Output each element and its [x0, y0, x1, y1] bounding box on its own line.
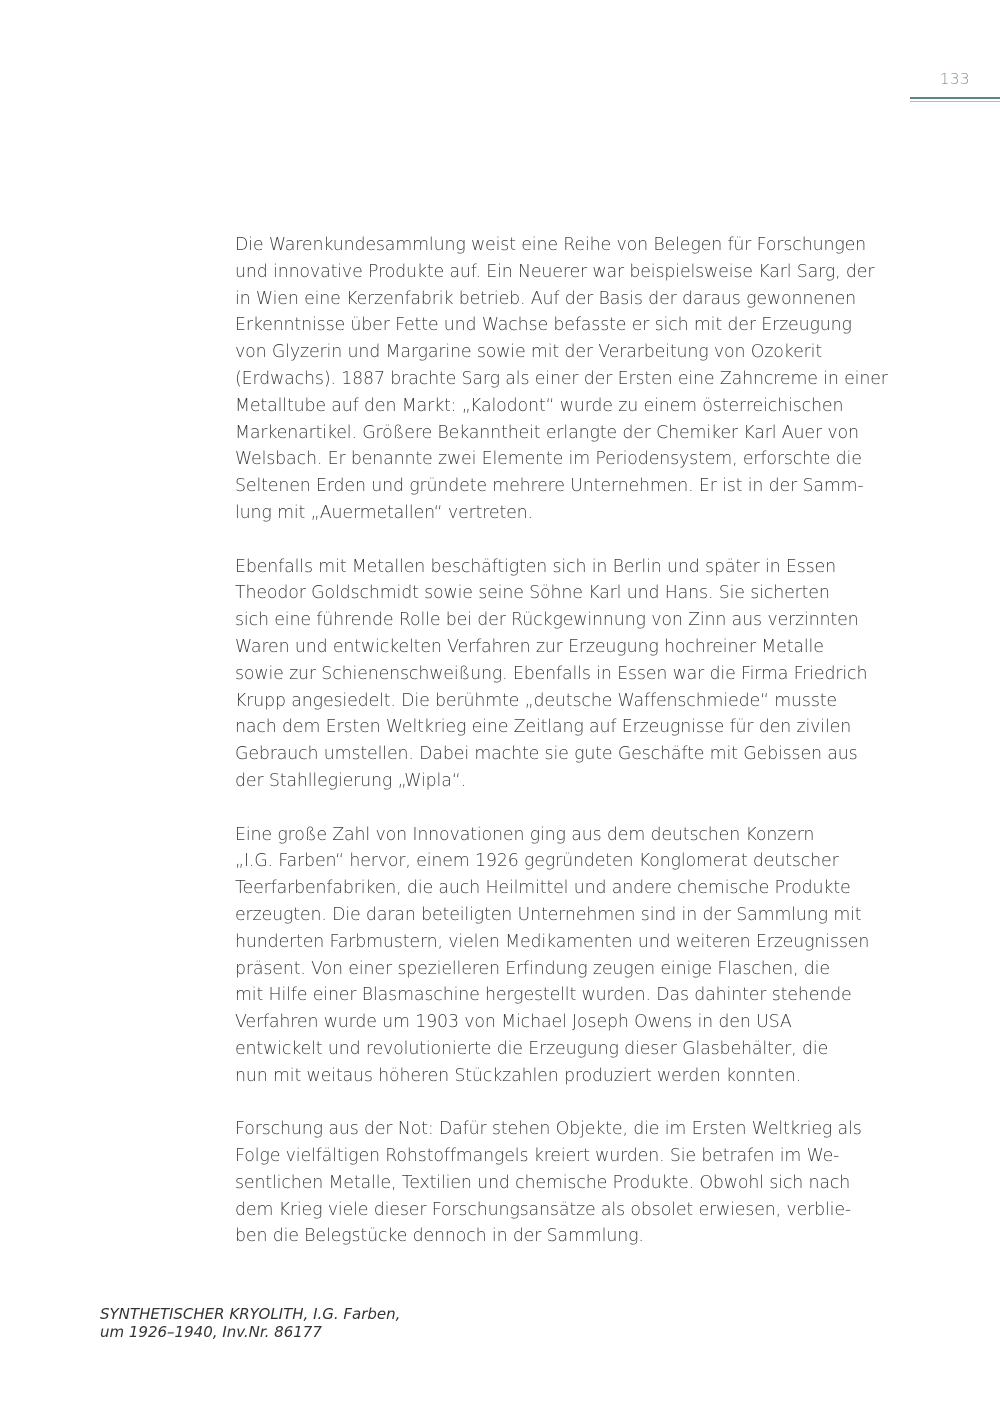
paragraph-1 — [235, 232, 903, 527]
text-line: Eine große Zahl von Innovationen ging aus dem deutschen Konzern — [235, 824, 815, 845]
text-line: „I.G. Farben“ hervor, einem 1926 gegründeten Konglomerat deutscher — [235, 851, 839, 872]
paragraph-4 — [235, 1116, 903, 1250]
text-line: Gebrauch umstellen. Dabei machte sie gute Geschäfte mit Gebissen aus — [235, 744, 858, 765]
text-line: (Erdwachs). 1887 brachte Sarg als einer der Ersten eine Zahncreme in einer — [235, 368, 888, 389]
text-line: Teerfarbenfabriken, die auch Heilmittel und andere chemische Produkte — [235, 878, 851, 899]
text-line: Waren und entwickelten Verfahren zur Erzeugung hochreiner Metalle — [235, 636, 824, 657]
text-line: sowie zur Schienenschweißung. Ebenfalls in Essen war die Firma Friedrich — [235, 663, 868, 684]
paragraph-3 — [235, 822, 903, 1090]
text-line: Krupp angesiedelt. Die berühmte „deutsche Waffenschmiede“ musste — [235, 690, 837, 711]
text-line: sich eine führende Rolle bei der Rückgewinnung von Zinn aus verzinnten — [235, 610, 859, 631]
text-line: Die Warenkundesammlung weist eine Reihe von Belegen für Forschungen — [235, 235, 867, 255]
text-line: nach dem Ersten Weltkrieg eine Zeitlang auf Erzeugnisse für den zivilen — [235, 717, 852, 738]
text-line: dem Krieg viele dieser Forschungsansätze als obsolet erwiesen, verblie- — [235, 1199, 852, 1220]
text-line: Forschung aus der Not: Dafür stehen Objekte, die im Ersten Weltkrieg als — [235, 1119, 862, 1140]
text-line: von Glyzerin und Margarine sowie mit der Verarbeitung von Ozokerit — [235, 342, 822, 363]
paragraph-2 — [235, 554, 903, 795]
caption-line: um 1926–1940, Inv.Nr. 86177 — [100, 1322, 322, 1341]
text-line: mit Hilfe einer Blasmaschine hergestellt wurden. Das dahinter stehende — [235, 985, 852, 1006]
text-line: Ebenfalls mit Metallen beschäftigten sich in Berlin und später in Essen — [235, 556, 836, 577]
page-number-rule-light — [910, 101, 1000, 102]
figure-caption — [100, 1306, 520, 1341]
text-line: entwickelt und revolutionierte die Erzeugung dieser Glasbehälter, die — [235, 1038, 829, 1059]
text-line: in Wien eine Kerzenfabrik betrieb. Auf der Basis der daraus gewonnenen — [235, 288, 857, 309]
text-line: erzeugten. Die daran beteiligten Unternehmen sind in der Sammlung mit — [235, 904, 862, 925]
text-line: hunderten Farbmustern, vielen Medikamenten und weiteren Erzeugnissen — [235, 931, 870, 952]
text-line: sentlichen Metalle, Textilien und chemische Produkte. Obwohl sich nach — [235, 1172, 851, 1193]
text-line: und innovative Produkte auf. Ein Neuerer war beispielsweise Karl Sarg, der — [235, 261, 875, 282]
text-line: nun mit weitaus höheren Stückzahlen produziert werden konnten. — [235, 1065, 801, 1086]
text-line: präsent. Von einer spezielleren Erfindung zeugen einige Flaschen, die — [235, 958, 830, 979]
caption-line: SYNTHETISCHER KRYOLITH, I.G. Farben, — [100, 1305, 401, 1323]
page-number: 133 — [939, 70, 971, 88]
text-line: Theodor Goldschmidt sowie seine Söhne Karl und Hans. Sie sicherten — [235, 583, 830, 604]
text-line: Folge vielfältigen Rohstoffmangels kreiert wurden. Sie betrafen im We- — [235, 1146, 840, 1167]
text-line: Erkenntnisse über Fette und Wachse befasste er sich mit der Erzeugung — [235, 315, 852, 336]
body-text — [235, 232, 903, 1277]
text-line: Metalltube auf den Markt: „Kalodont“ wurde zu einem österreichischen — [235, 395, 844, 416]
text-line: Seltenen Erden und gründete mehrere Unternehmen. Er ist in der Samm- — [235, 476, 864, 497]
text-line: Welsbach. Er benannte zwei Elemente im Periodensystem, erforschte die — [235, 449, 862, 470]
text-line: der Stahllegierung „Wipla“. — [235, 770, 466, 791]
text-line: Verfahren wurde um 1903 von Michael Joseph Owens in den USA — [235, 1012, 792, 1033]
text-line: Markenartikel. Größere Bekanntheit erlangte der Chemiker Karl Auer von — [235, 422, 859, 443]
page-number-rule — [910, 97, 1000, 99]
text-line: lung mit „Auermetallen“ vertreten. — [235, 502, 533, 523]
text-line: ben die Belegstücke dennoch in der Sammlung. — [235, 1226, 644, 1247]
